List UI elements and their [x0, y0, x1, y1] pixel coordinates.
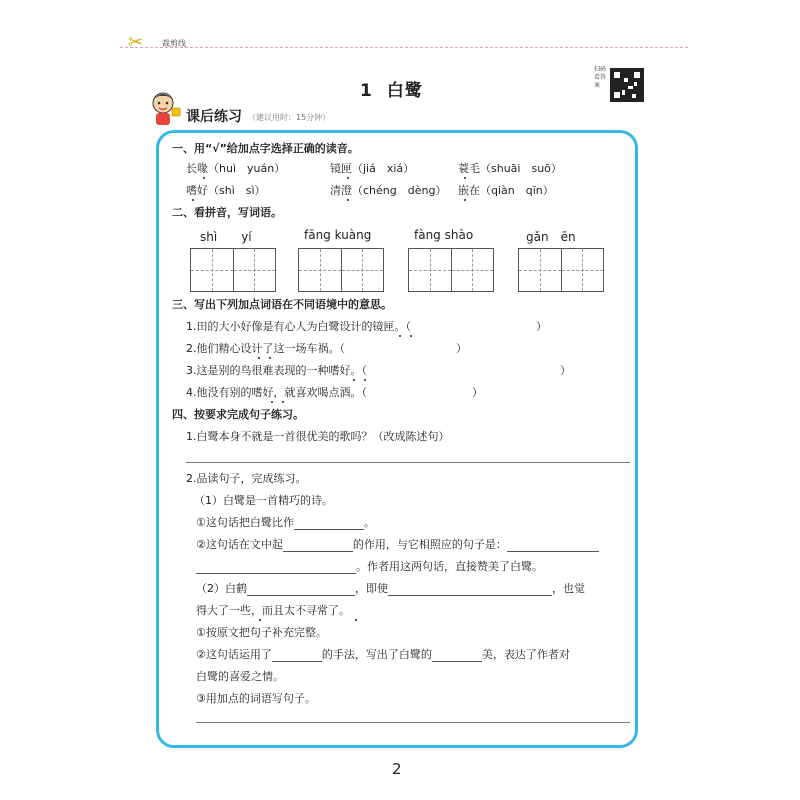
q4-p1b-text: ②这句话在文中起 [196, 538, 283, 551]
q3-close-paren: ） [560, 364, 571, 377]
q3-item: 3.这是别的鸟很难表现的一种嗜好。（ [186, 364, 367, 377]
q4-p2b [196, 648, 570, 662]
q4-p2c: ③用加点的词语写句子。 [196, 692, 316, 705]
emphasis-dot [282, 401, 284, 403]
q1-item[interactable]: 嵌在（qiàn qīn） [458, 184, 554, 197]
writing-grid[interactable] [518, 248, 604, 292]
scissors-icon: ✂ [128, 32, 144, 53]
q4-p2b-end: 美，表达了作者对 [481, 648, 570, 661]
q1-item[interactable]: 嗜好（shì sì） [186, 184, 266, 197]
q3-close-paren: ） [536, 320, 547, 333]
emphasis-dot [410, 335, 412, 337]
q3-item: 4.他没有别的嗜好，就喜欢喝点酒。（ [186, 386, 367, 399]
qr-label: 扫码看答案 [594, 66, 607, 89]
q4-p2b-mid: 的手法，写出了白鹭的 [321, 648, 432, 661]
q4-p2b-line2: 白鹭的喜爱之情。 [196, 670, 284, 683]
qr-code-icon[interactable] [610, 68, 644, 102]
emphasis-dot [347, 199, 349, 201]
q4-p1b-line2 [196, 560, 543, 574]
q4-p2-end: ，也觉 [552, 582, 585, 595]
emphasis-dot [269, 357, 271, 359]
section-time: （建议用时：15分钟） [248, 113, 331, 122]
emphasis-dot [353, 379, 355, 381]
q1-heading: 一、用“√”给加点字选择正确的读音。 [172, 142, 359, 155]
answer-blank[interactable] [294, 518, 364, 530]
pinyin-label: shì yí [200, 230, 252, 244]
page-title [360, 76, 423, 101]
answer-blank[interactable] [388, 584, 552, 596]
section-title: 课后练习 [186, 109, 242, 125]
q4-p2a: ①按原文把句子补充完整。 [196, 626, 327, 639]
emphasis-dot [258, 357, 260, 359]
q4-sentence-1: 1.白鹭本身不就是一首很优美的歌吗？（改成陈述句） [186, 430, 450, 443]
q4-p1b-mid: 的作用，与它相照应的句子是： [352, 538, 507, 551]
emphasis-dot [399, 335, 401, 337]
answer-blank[interactable] [272, 650, 322, 662]
page-number: 2 [392, 760, 402, 778]
q3-item: 2.他们精心设计了这一场车祸。（ [186, 342, 345, 355]
answer-line[interactable] [196, 722, 630, 723]
q4-p1a-text: ①这句话把白鹭比作 [196, 516, 294, 529]
q4-heading: 四、按要求完成句子练习。 [172, 408, 304, 421]
q4-p2-text: （2）白鹤 [196, 582, 247, 595]
q3-close-paren: ） [456, 342, 467, 355]
q4-part-1: （1）白鹭是一首精巧的诗。 [194, 494, 333, 507]
pinyin-label: fāng kuàng [304, 228, 372, 242]
q4-p1b [196, 538, 599, 552]
q2-heading: 二、看拼音，写词语。 [172, 206, 282, 219]
emphasis-dot [259, 619, 261, 621]
writing-grid[interactable] [408, 248, 494, 292]
q4-p1b-line2-text: 。作者用这两句话，直接赞美了白鹭。 [356, 560, 543, 573]
q3-item: 1.田的大小好像是有心人为白鹭设计的镜匣。（ [186, 320, 411, 333]
pinyin-label: fàng shào [414, 228, 474, 242]
q1-item[interactable]: 清澄（chéng dèng） [330, 184, 447, 197]
answer-blank[interactable] [432, 650, 482, 662]
q4-p1a [196, 516, 375, 530]
answer-blank[interactable] [283, 540, 353, 552]
q4-p1a-end: 。 [363, 516, 375, 529]
writing-grid[interactable] [190, 248, 276, 292]
answer-line[interactable] [186, 462, 630, 463]
emphasis-dot [464, 177, 466, 179]
lesson-title: 白鹭 [386, 81, 423, 101]
emphasis-dot [347, 177, 349, 179]
q4-p2-mid: ，即使 [355, 582, 388, 595]
q4-p2-line2: 得大了一些，而且太不寻常了。 [196, 604, 350, 617]
writing-grid[interactable] [298, 248, 384, 292]
q1-item[interactable]: 长喙（huì yuán） [186, 162, 286, 175]
answer-blank[interactable] [196, 562, 356, 574]
answer-blank[interactable] [247, 584, 355, 596]
student-mascot-icon [146, 88, 182, 128]
q3-close-paren: ） [472, 386, 483, 399]
emphasis-dot [203, 177, 205, 179]
emphasis-dot [464, 199, 466, 201]
q4-sentence-2: 2.品读句子，完成练习。 [186, 472, 307, 485]
emphasis-dot [271, 401, 273, 403]
answer-blank[interactable] [507, 540, 599, 552]
q1-item[interactable]: 镜匣（jiá xiá） [330, 162, 415, 175]
q4-p2 [196, 582, 585, 596]
emphasis-dot [192, 199, 194, 201]
lesson-number: 1 [360, 81, 373, 101]
emphasis-dot [364, 379, 366, 381]
cut-line [120, 47, 688, 48]
q3-heading: 三、写出下列加点词语在不同语境中的意思。 [172, 298, 392, 311]
pinyin-label: gǎn ēn [526, 230, 576, 244]
q1-item[interactable]: 蓑毛（shuāi suō） [458, 162, 562, 175]
cut-label: 裁剪线 [162, 39, 186, 48]
q4-p2b-text: ②这句话运用了 [196, 648, 272, 661]
emphasis-dot [355, 619, 357, 621]
